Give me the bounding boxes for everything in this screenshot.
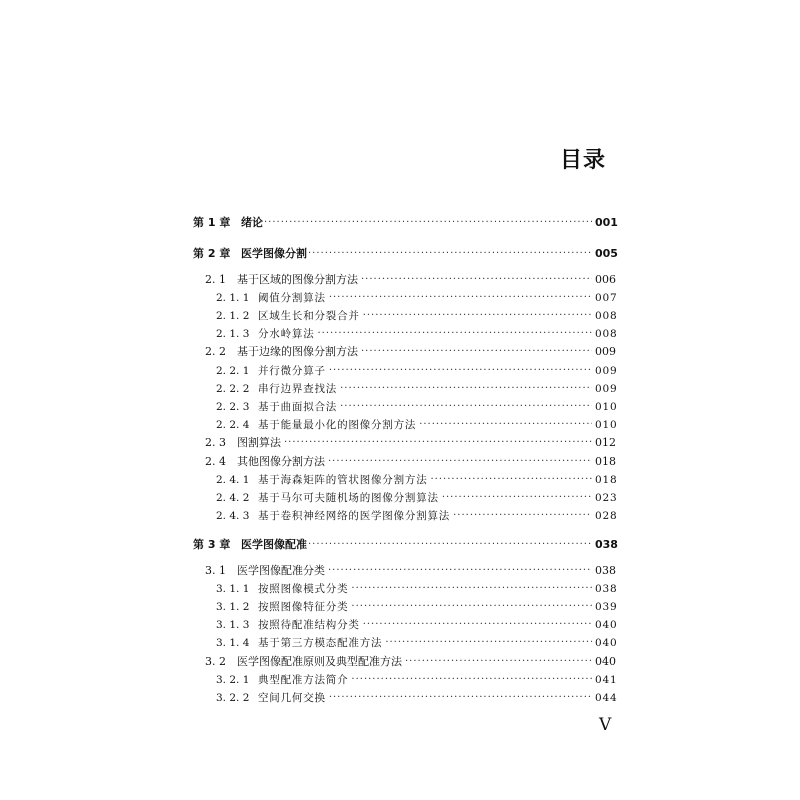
toc-entry-page: 044 — [595, 692, 618, 704]
toc-entry-number: 3. 2. 2 — [216, 692, 250, 704]
toc-entry-sub — [0, 398, 800, 416]
toc-entry-sub — [0, 507, 800, 525]
toc-entry-page: 040 — [595, 637, 618, 649]
toc-leader-dots — [431, 471, 593, 489]
toc-leader-dots — [385, 634, 592, 652]
toc-entry-title: 按照图像特征分类 — [258, 601, 349, 613]
toc-entry-title: 空间几何交换 — [258, 692, 326, 704]
toc-entry-number: 2. 1. 2 — [216, 310, 250, 322]
toc-entry-page: 018 — [595, 455, 616, 468]
toc-entry-number: 3. 2 — [205, 655, 226, 668]
toc-entry-page: 001 — [595, 216, 618, 229]
toc-entry-chapter — [0, 245, 800, 263]
toc-entry-number: 第 1 章 — [193, 216, 231, 229]
toc-entry-number: 2. 4. 3 — [216, 510, 250, 522]
toc-leader-dots — [284, 434, 592, 452]
toc-entry-sub — [0, 671, 800, 689]
toc-entry-section — [0, 271, 800, 289]
toc-leader-dots — [340, 398, 592, 416]
toc-leader-dots — [308, 245, 592, 263]
toc-entry-page: 039 — [595, 601, 618, 613]
toc-entry-title: 基于曲面拟合法 — [258, 401, 338, 413]
toc-entry-sub — [0, 416, 800, 434]
toc-entry-title: 基于马尔可夫随机场的图像分割算法 — [258, 492, 439, 504]
toc-entry-title: 医学图像配准原则及典型配准方法 — [237, 655, 402, 668]
toc-entry-title: 绪论 — [241, 216, 263, 229]
toc-entry-page: 041 — [595, 674, 618, 686]
toc-entry-title: 分水岭算法 — [258, 328, 315, 340]
toc-entry-title: 医学图像配准 — [241, 538, 307, 551]
toc-entry-title: 医学图像配准分类 — [237, 564, 325, 577]
toc-entry-page: 009 — [595, 383, 618, 395]
toc-leader-dots — [363, 616, 592, 634]
toc-entry-title: 基于边缘的图像分割方法 — [237, 345, 358, 358]
toc-entry-title: 基于卷积神经网络的医学图像分割算法 — [258, 510, 451, 522]
toc-entry-page: 038 — [595, 583, 618, 595]
toc-entry-page: 038 — [595, 538, 618, 551]
toc-entry-number: 2. 2. 1 — [216, 365, 250, 377]
toc-entry-page: 005 — [595, 247, 618, 260]
toc-entry-page: 038 — [595, 564, 616, 577]
toc-entry-sub — [0, 289, 800, 307]
toc-leader-dots — [329, 362, 592, 380]
toc-entry-section — [0, 343, 800, 361]
toc-leader-dots — [318, 325, 593, 343]
toc-entry-number: 3. 2. 1 — [216, 674, 250, 686]
toc-entry-number: 2. 4. 1 — [216, 474, 250, 486]
toc-entry-sub — [0, 471, 800, 489]
toc-entry-title: 典型配准方法简介 — [258, 674, 349, 686]
toc-entry-number: 3. 1. 1 — [216, 583, 250, 595]
toc-entry-title: 按照图像模式分类 — [258, 583, 349, 595]
toc-entry-number: 3. 1 — [205, 564, 226, 577]
toc-leader-dots — [328, 562, 592, 580]
toc-entry-title: 区域生长和分裂合并 — [258, 310, 360, 322]
toc-leader-dots — [442, 489, 592, 507]
toc-entry-page: 040 — [595, 655, 616, 668]
toc-entry-page: 009 — [595, 365, 618, 377]
toc-leader-dots — [351, 580, 592, 598]
toc-entry-number: 2. 2 — [205, 345, 226, 358]
toc-entry-sub — [0, 580, 800, 598]
toc-leader-dots — [361, 343, 592, 361]
toc-entry-title: 医学图像分割 — [241, 247, 307, 260]
toc-entry-page: 007 — [595, 292, 618, 304]
toc-entry-title: 基于能量最小化的图像分割方法 — [258, 419, 417, 431]
toc-entry-page: 006 — [595, 273, 616, 286]
toc-entry-title: 串行边界查找法 — [258, 383, 338, 395]
toc-leader-dots — [329, 689, 592, 707]
toc-leader-dots — [453, 507, 592, 525]
toc-entry-title: 其他图像分割方法 — [237, 455, 325, 468]
toc-entry-number: 2. 2. 2 — [216, 383, 250, 395]
toc-entry-page: 012 — [595, 436, 616, 449]
toc-entry-section — [0, 434, 800, 452]
toc-leader-dots — [351, 598, 592, 616]
toc-entry-number: 第 2 章 — [193, 247, 231, 260]
toc-entry-number: 2. 1. 3 — [216, 328, 250, 340]
toc-entry-number: 3. 1. 3 — [216, 619, 250, 631]
toc-entry-sub — [0, 489, 800, 507]
toc-entry-number: 2. 2. 4 — [216, 419, 250, 431]
toc-entry-title: 阈值分割算法 — [258, 292, 326, 304]
toc-entry-sub — [0, 616, 800, 634]
toc-entry-page: 008 — [595, 328, 618, 340]
toc-entry-page: 040 — [595, 619, 618, 631]
toc-leader-dots — [363, 307, 592, 325]
toc-leader-dots — [308, 536, 592, 554]
toc-entry-sub — [0, 325, 800, 343]
toc-entry-number: 第 3 章 — [193, 538, 231, 551]
toc-entry-chapter — [0, 536, 800, 554]
toc-entry-number: 2. 4. 2 — [216, 492, 250, 504]
toc-entry-page: 009 — [595, 345, 616, 358]
toc-entry-title: 图割算法 — [237, 436, 281, 449]
toc-entry-number: 3. 1. 2 — [216, 601, 250, 613]
toc-entry-section — [0, 453, 800, 471]
toc-entry-title: 基于海森矩阵的管状图像分割方法 — [258, 474, 428, 486]
toc-entry-page: 008 — [595, 310, 618, 322]
toc-entry-sub — [0, 307, 800, 325]
page-number: V — [599, 715, 612, 735]
toc-leader-dots — [361, 271, 592, 289]
toc-leader-dots — [329, 289, 592, 307]
toc-entry-page: 010 — [595, 401, 618, 413]
toc-entry-section — [0, 562, 800, 580]
toc-leader-dots — [328, 453, 592, 471]
toc-entry-title: 按照待配准结构分类 — [258, 619, 360, 631]
toc-entry-section — [0, 653, 800, 671]
toc-entry-title: 基于区域的图像分割方法 — [237, 273, 358, 286]
toc-entry-number: 2. 2. 3 — [216, 401, 250, 413]
toc-leader-dots — [264, 214, 592, 232]
toc-entry-number: 2. 1. 1 — [216, 292, 250, 304]
toc-leader-dots — [340, 380, 592, 398]
page-title: 目录 — [560, 148, 607, 173]
toc-entry-sub — [0, 689, 800, 707]
toc-entry-sub — [0, 598, 800, 616]
toc-entry-page: 018 — [595, 474, 618, 486]
toc-entry-number: 2. 1 — [205, 273, 226, 286]
toc-entry-page: 010 — [595, 419, 618, 431]
toc-entry-sub — [0, 380, 800, 398]
toc-entry-title: 基于第三方模态配准方法 — [258, 637, 383, 649]
toc-entry-page: 023 — [595, 492, 618, 504]
toc-leader-dots — [351, 671, 592, 689]
toc-entry-number: 2. 3 — [205, 436, 226, 449]
toc-entry-page: 028 — [595, 510, 618, 522]
toc-leader-dots — [405, 653, 592, 671]
toc-entry-title: 并行微分算子 — [258, 365, 326, 377]
toc-entry-sub — [0, 362, 800, 380]
toc-entry-chapter — [0, 214, 800, 232]
toc-entry-sub — [0, 634, 800, 652]
toc-entry-number: 3. 1. 4 — [216, 637, 250, 649]
toc-leader-dots — [419, 416, 592, 434]
toc-entry-number: 2. 4 — [205, 455, 226, 468]
